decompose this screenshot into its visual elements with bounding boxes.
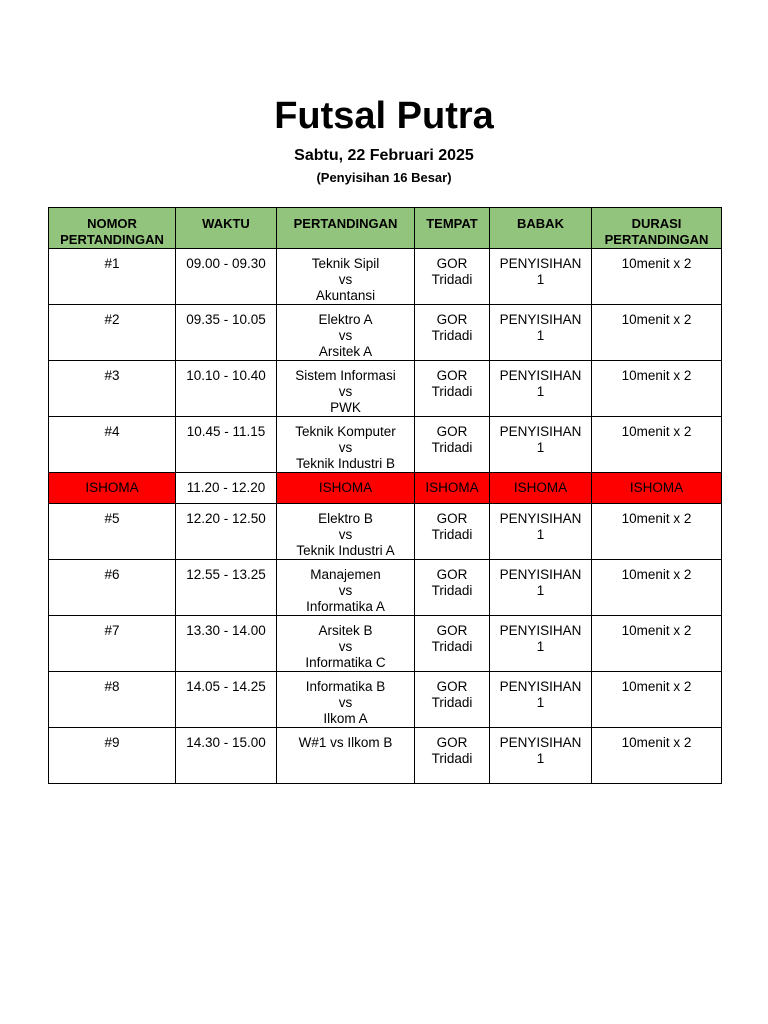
duration-cell xyxy=(592,560,722,616)
match-number-cell xyxy=(49,672,176,728)
venue-cell xyxy=(415,249,490,305)
col-header-tempat: TEMPAT xyxy=(415,208,490,249)
match-time: 12.55 - 13.25 xyxy=(186,567,266,582)
team-home: Elektro B xyxy=(318,511,373,526)
round-cell xyxy=(490,249,592,305)
duration-cell xyxy=(592,361,722,417)
match-number: #7 xyxy=(104,623,120,638)
header-row xyxy=(49,208,722,249)
match-number-cell xyxy=(49,417,176,473)
match-cell xyxy=(277,417,415,473)
vs-label: vs xyxy=(338,695,353,710)
match-time: 10.10 - 10.40 xyxy=(186,368,266,383)
table-body xyxy=(49,249,722,784)
round-cell xyxy=(490,560,592,616)
time-cell xyxy=(176,417,277,473)
round-line-1: PENYISIHAN xyxy=(499,368,582,383)
vs-label: vs xyxy=(338,639,353,654)
match-duration: 10menit x 2 xyxy=(621,312,692,327)
time-cell xyxy=(176,249,277,305)
match-duration: 10menit x 2 xyxy=(621,567,692,582)
match-number: #1 xyxy=(104,256,120,271)
table-row xyxy=(49,728,722,784)
match-duration: 10menit x 2 xyxy=(621,679,692,694)
round-line-2: 1 xyxy=(536,527,545,542)
team-home: W#1 vs Ilkom B xyxy=(298,735,393,750)
venue-line-1: GOR xyxy=(436,424,468,439)
match-time: 12.20 - 12.50 xyxy=(186,511,266,526)
round-line-1: PENYISIHAN xyxy=(499,735,582,750)
match-number: #8 xyxy=(104,679,120,694)
team-home: Elektro A xyxy=(318,312,373,327)
team-away: Teknik Industri B xyxy=(295,456,396,471)
round-line-2: 1 xyxy=(536,695,545,710)
duration-cell xyxy=(592,417,722,473)
match-time: 13.30 - 14.00 xyxy=(186,623,266,638)
match-number-cell xyxy=(49,616,176,672)
match-time: 09.00 - 09.30 xyxy=(186,256,266,271)
round-line-1: PENYISIHAN xyxy=(499,511,582,526)
match-number-cell xyxy=(49,728,176,784)
match-duration: 10menit x 2 xyxy=(621,368,692,383)
team-away: Akuntansi xyxy=(315,288,376,303)
table-row xyxy=(49,305,722,361)
match-cell xyxy=(277,672,415,728)
match-number-cell xyxy=(49,361,176,417)
venue-line-1: GOR xyxy=(436,735,468,750)
break-cell-match: ISHOMA xyxy=(277,473,415,504)
venue-line-1: GOR xyxy=(436,312,468,327)
time-cell xyxy=(176,504,277,560)
match-time: 14.30 - 15.00 xyxy=(186,735,266,750)
venue-line-2: Tridadi xyxy=(431,527,473,542)
team-home: Informatika B xyxy=(305,679,386,694)
team-away: Ilkom A xyxy=(323,711,368,726)
duration-cell xyxy=(592,305,722,361)
match-cell xyxy=(277,560,415,616)
col-header-durasi: DURASI PERTANDINGAN xyxy=(592,208,722,249)
vs-label: vs xyxy=(338,272,353,287)
match-duration: 10menit x 2 xyxy=(621,735,692,750)
round-cell xyxy=(490,728,592,784)
venue-line-2: Tridadi xyxy=(431,272,473,287)
venue-line-2: Tridadi xyxy=(431,695,473,710)
team-home: Teknik Komputer xyxy=(295,424,396,439)
duration-cell xyxy=(592,728,722,784)
col-header-pertandingan: PERTANDINGAN xyxy=(277,208,415,249)
venue-line-1: GOR xyxy=(436,368,468,383)
table-row xyxy=(49,417,722,473)
match-number: #6 xyxy=(104,567,120,582)
time-cell xyxy=(176,361,277,417)
break-cell-round: ISHOMA xyxy=(490,473,592,504)
break-cell-time: 11.20 - 12.20 xyxy=(176,473,277,504)
table-row xyxy=(49,504,722,560)
match-number: #4 xyxy=(104,424,120,439)
break-row xyxy=(49,473,722,504)
match-duration: 10menit x 2 xyxy=(621,623,692,638)
round-line-1: PENYISIHAN xyxy=(499,567,582,582)
match-cell xyxy=(277,616,415,672)
round-line-1: PENYISIHAN xyxy=(499,312,582,327)
round-line-2: 1 xyxy=(536,751,545,766)
table-row xyxy=(49,672,722,728)
match-number-cell xyxy=(49,305,176,361)
team-away: Informatika C xyxy=(305,655,386,670)
venue-cell xyxy=(415,417,490,473)
match-number: #5 xyxy=(104,511,120,526)
time-cell xyxy=(176,672,277,728)
time-cell xyxy=(176,560,277,616)
match-number-cell xyxy=(49,249,176,305)
round-cell xyxy=(490,616,592,672)
break-cell-venue: ISHOMA xyxy=(415,473,490,504)
table-row xyxy=(49,560,722,616)
match-cell xyxy=(277,249,415,305)
team-away: Arsitek A xyxy=(318,344,373,359)
vs-label: vs xyxy=(338,440,353,455)
vs-label: vs xyxy=(338,527,353,542)
round-line-1: PENYISIHAN xyxy=(499,623,582,638)
match-cell xyxy=(277,504,415,560)
match-time: 10.45 - 11.15 xyxy=(186,424,266,439)
venue-cell xyxy=(415,361,490,417)
match-cell xyxy=(277,361,415,417)
round-cell xyxy=(490,504,592,560)
stage-note: (Penyisihan 16 Besar) xyxy=(316,170,452,185)
match-cell xyxy=(277,305,415,361)
table-row xyxy=(49,616,722,672)
table-row xyxy=(49,249,722,305)
match-time: 09.35 - 10.05 xyxy=(186,312,266,327)
venue-cell xyxy=(415,560,490,616)
venue-cell xyxy=(415,616,490,672)
time-cell xyxy=(176,728,277,784)
round-line-2: 1 xyxy=(536,440,545,455)
match-number-cell xyxy=(49,504,176,560)
round-cell xyxy=(490,672,592,728)
team-away: Informatika A xyxy=(306,599,385,614)
venue-line-2: Tridadi xyxy=(431,751,473,766)
round-line-2: 1 xyxy=(536,384,545,399)
vs-label: vs xyxy=(338,328,353,343)
match-number: #9 xyxy=(104,735,120,750)
page-title: Futsal Putra xyxy=(274,95,494,137)
venue-line-2: Tridadi xyxy=(431,583,473,598)
vs-label: vs xyxy=(338,583,353,598)
venue-cell xyxy=(415,305,490,361)
venue-line-1: GOR xyxy=(436,623,468,638)
duration-cell xyxy=(592,249,722,305)
team-home: Sistem Informasi xyxy=(295,368,396,383)
break-cell-no: ISHOMA xyxy=(49,473,176,504)
schedule-table xyxy=(48,207,722,784)
team-away: Teknik Industri A xyxy=(296,543,395,558)
venue-cell xyxy=(415,672,490,728)
venue-line-1: GOR xyxy=(436,679,468,694)
table-header xyxy=(49,208,722,249)
round-line-2: 1 xyxy=(536,328,545,343)
match-duration: 10menit x 2 xyxy=(621,424,692,439)
round-line-1: PENYISIHAN xyxy=(499,256,582,271)
team-home: Manajemen xyxy=(310,567,381,582)
venue-line-2: Tridadi xyxy=(431,328,473,343)
vs-label: vs xyxy=(338,384,353,399)
venue-line-2: Tridadi xyxy=(431,639,473,654)
time-cell xyxy=(176,616,277,672)
venue-line-1: GOR xyxy=(436,511,468,526)
match-number: #2 xyxy=(104,312,120,327)
table-row xyxy=(49,361,722,417)
round-cell xyxy=(490,361,592,417)
match-duration: 10menit x 2 xyxy=(621,256,692,271)
event-date: Sabtu, 22 Februari 2025 xyxy=(294,147,474,164)
venue-line-1: GOR xyxy=(436,567,468,582)
col-header-nomor: NOMOR PERTANDINGAN xyxy=(49,208,176,249)
venue-line-2: Tridadi xyxy=(431,440,473,455)
team-home: Teknik Sipil xyxy=(311,256,380,271)
round-line-1: PENYISIHAN xyxy=(499,424,582,439)
match-duration: 10menit x 2 xyxy=(621,511,692,526)
round-line-2: 1 xyxy=(536,583,545,598)
round-line-2: 1 xyxy=(536,272,545,287)
match-number-cell xyxy=(49,560,176,616)
break-cell-duration: ISHOMA xyxy=(592,473,722,504)
col-header-waktu: WAKTU xyxy=(176,208,277,249)
match-time: 14.05 - 14.25 xyxy=(186,679,266,694)
venue-cell xyxy=(415,504,490,560)
duration-cell xyxy=(592,504,722,560)
time-cell xyxy=(176,305,277,361)
round-line-2: 1 xyxy=(536,639,545,654)
match-number: #3 xyxy=(104,368,120,383)
duration-cell xyxy=(592,672,722,728)
venue-cell xyxy=(415,728,490,784)
round-cell xyxy=(490,305,592,361)
round-cell xyxy=(490,417,592,473)
match-cell xyxy=(277,728,415,784)
team-home: Arsitek B xyxy=(318,623,373,638)
duration-cell xyxy=(592,616,722,672)
venue-line-2: Tridadi xyxy=(431,384,473,399)
col-header-babak: BABAK xyxy=(490,208,592,249)
team-away: PWK xyxy=(330,400,361,415)
venue-line-1: GOR xyxy=(436,256,468,271)
round-line-1: PENYISIHAN xyxy=(499,679,582,694)
